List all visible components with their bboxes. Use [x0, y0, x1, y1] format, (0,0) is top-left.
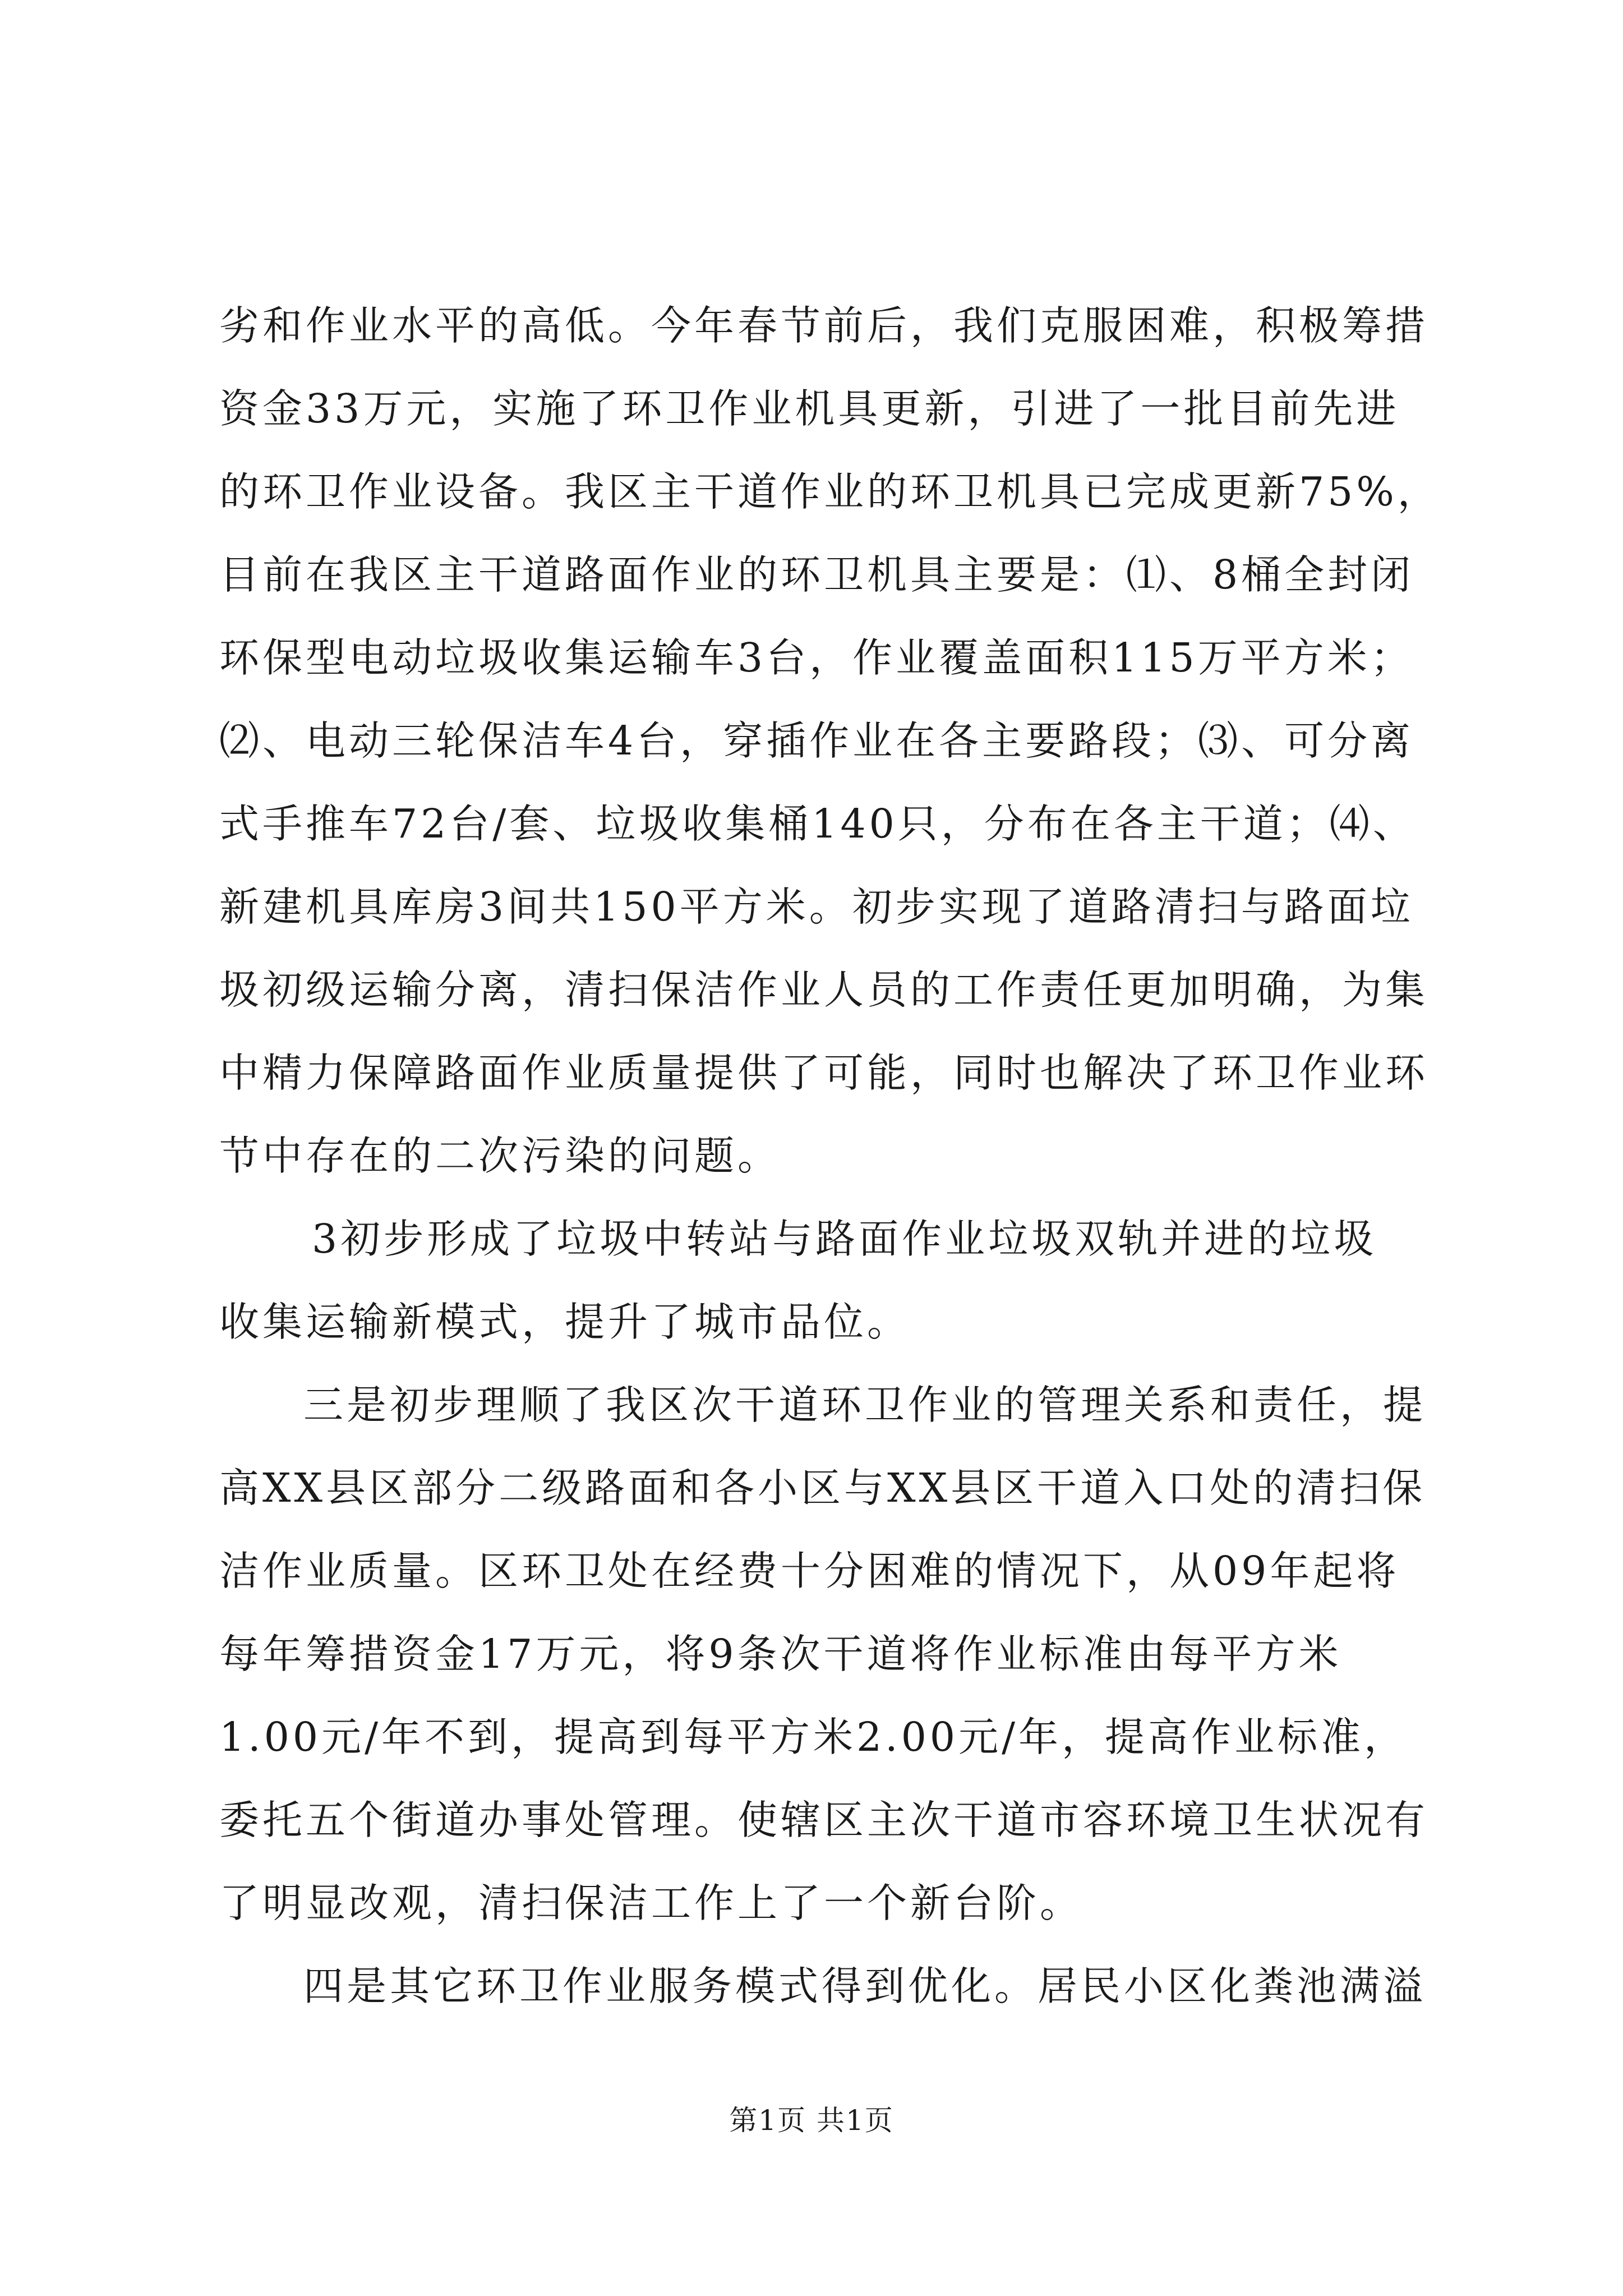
body-line-5: 环保型电动垃圾收集运输车3台，作业覆盖面积115万平方米； [219, 634, 1414, 681]
body-line-3: 的环卫作业设备。我区主干道作业的环卫机具已完成更新75%， [219, 468, 1441, 515]
body-line-10: 中精力保障路面作业质量提供了可能，同时也解决了环卫作业环 [219, 1050, 1429, 1096]
paragraph-2-line-1: 3初步形成了垃圾中转站与路面作业垃圾双轨并进的垃圾 [312, 1216, 1377, 1262]
paragraph-3-line-5: 1.00元/年不到，提高到每平方米2.00元/年，提高作业标准， [219, 1714, 1408, 1760]
body-line-7: 式手推车72台/套、垃圾收集桶140只，分布在各主干道；⑷、 [219, 800, 1416, 847]
paragraph-3-line-4: 每年筹措资金17万元，将9条次干道将作业标准由每平方米 [219, 1631, 1342, 1677]
paragraph-4-line-1: 四是其它环卫作业服务模式得到优化。居民小区化粪池满溢 [303, 1963, 1427, 2009]
paragraph-3-line-3: 洁作业质量。区环卫处在经费十分困难的情况下，从09年起将 [219, 1548, 1400, 1594]
page-footer: 第1页 共1页 [729, 2104, 894, 2137]
body-line-1: 劣和作业水平的高低。今年春节前后，我们克服困难，积极筹措 [219, 302, 1429, 349]
body-line-4: 目前在我区主干道路面作业的环卫机具主要是：⑴、8桶全封闭 [219, 551, 1414, 598]
body-line-8: 新建机具库房3间共150平方米。初步实现了道路清扫与路面垃 [219, 884, 1414, 930]
body-line-2: 资金33万元，实施了环卫作业机具更新，引进了一批目前先进 [219, 385, 1400, 432]
paragraph-3-line-1: 三是初步理顺了我区次干道环卫作业的管理关系和责任，提 [303, 1382, 1427, 1428]
paragraph-2-line-2: 收集运输新模式，提升了城市品位。 [219, 1299, 911, 1345]
body-line-6: ⑵、电动三轮保洁车4台，穿插作业在各主要路段；⑶、可分离 [219, 717, 1414, 764]
body-line-11: 节中存在的二次污染的问题。 [219, 1133, 781, 1179]
paragraph-3-line-7: 了明显改观，清扫保洁工作上了一个新台阶。 [219, 1880, 1083, 1926]
paragraph-3-line-2: 高XX县区部分二级路面和各小区与XX县区干道入口处的清扫保 [219, 1465, 1426, 1511]
paragraph-3-line-6: 委托五个街道办事处管理。使辖区主次干道市容环境卫生状况有 [219, 1797, 1429, 1843]
body-line-9: 圾初级运输分离，清扫保洁作业人员的工作责任更加明确，为集 [219, 967, 1429, 1013]
